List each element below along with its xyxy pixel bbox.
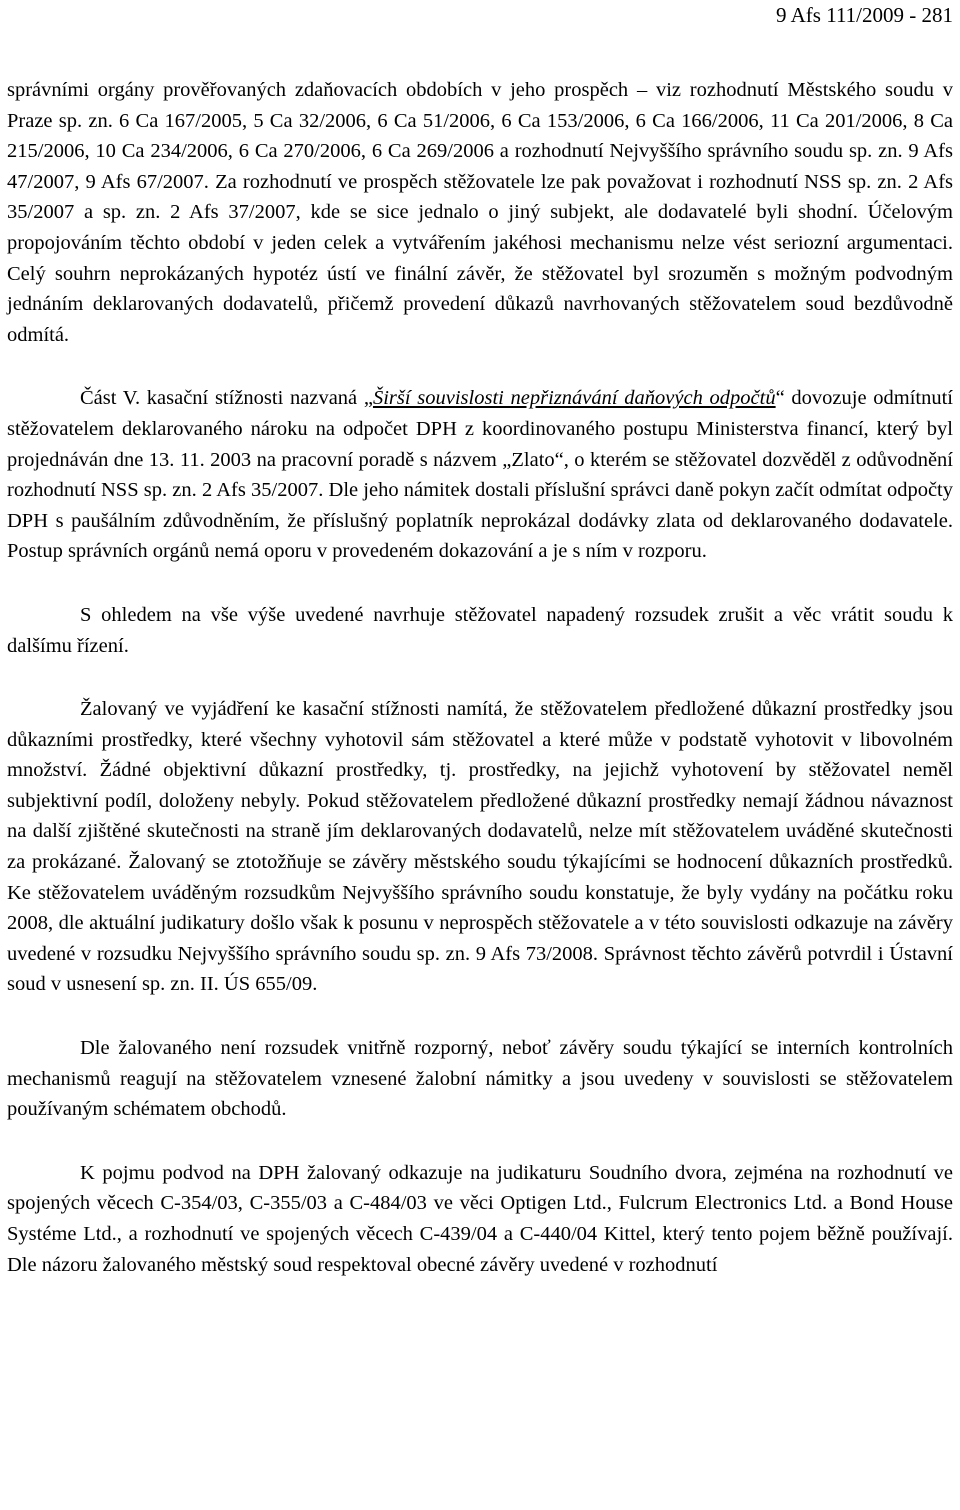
paragraph-6: K pojmu podvod na DPH žalovaný odkazuje na judikaturu Soudního dvora, zejména na rozhodnutí ve spojených věcech C-354/03, C-355/03 a C-484/03 ve věci Optigen Ltd., Fulcrum Electronics Ltd. a Bond House Systéme Ltd., a rozhodnutí ve spojených věcech C-439/04 a C-440/04 Kittel, který tento pojem běžně používají. Dle názoru žalovaného městský soud respektoval obecné závěry uvedené v rozhodnutí bbox=[7, 1161, 953, 1276]
paragraph-gap bbox=[7, 350, 953, 383]
paragraph-gap bbox=[7, 1000, 953, 1033]
paragraph-3: S ohledem na vše výše uvedené navrhuje stěžovatel napadený rozsudek zrušit a věc vrátit soudu k dalšímu řízení. bbox=[7, 603, 953, 657]
paragraph-4: Žalovaný ve vyjádření ke kasační stížnosti namítá, že stěžovatelem předložené důkazní prostředky jsou důkazními prostředky, které všechny vyhotovil sám stěžovatel a které může v podstatě vyhotovit v libovolném množství. Žádné objektivní důkazní prostředky, tj. prostředky, na jejichž vyhotovení by stěžovatel neměl subjektivní podíl, doloženy nebyly. Pokud stěžovatelem předložené důkazní prostředky nemají žádnou návaznost na další zjištěné skutečnosti na straně jím deklarovaných dodavatelů, nelze mít stěžovatelem uváděné skutečnosti za prokázané. Žalovaný se ztotožňuje se závěry městského soudu týkajícími se hodnocení důkazních prostředků. Ke stěžovatelem uváděným rozsudkům Nejvyššího správního soudu konstatuje, že byly vydány na počátku roku 2008, dle aktuální judikatury došlo však k posunu v neprospěch stěžovatele a v této souvislosti odkazuje na závěry uvedené v rozsudku Nejvyššího správního soudu sp. zn. 9 Afs 73/2008. Správnost těchto závěrů potvrdil i Ústavní soud v usnesení sp. zn. II. ÚS 655/09. bbox=[7, 698, 953, 996]
paragraph-gap bbox=[7, 567, 953, 600]
paragraph-5: Dle žalovaného není rozsudek vnitřně rozporný, neboť závěry soudu týkající se interních kontrolních mechanismů reagují na stěžovatelem vznesené žalobní námitky a jsou uvedeny v souvislosti se stěžovatelem používaným schématem obchodů. bbox=[7, 1037, 953, 1121]
paragraph-2 bbox=[7, 383, 953, 567]
paragraph-gap bbox=[7, 661, 953, 694]
paragraph-2-lead: Část V. kasační stížnosti nazvaná „ bbox=[80, 387, 373, 410]
paragraph-1: správními orgány prověřovaných zdaňovacích obdobích v jeho prospěch – viz rozhodnutí Městského soudu v Praze sp. zn. 6 Ca 167/2005, 5 Ca 32/2006, 6 Ca 51/2006, 6 Ca 153/2006, 6 Ca 166/2006, 11 Ca 201/2006, 8 Ca 215/2006, 10 Ca 234/2006, 6 Ca 270/2006, 6 Ca 269/2006 a rozhodnutí Nejvyššího správního soudu sp. zn. 9 Afs 47/2007, 9 Afs 67/2007. Za rozhodnutí ve prospěch stěžovatele lze pak považovat i rozhodnutí NSS sp. zn. 2 Afs 35/2007 a sp. zn. 2 Afs 37/2007, kde se sice jednalo o jiný subjekt, ale dodavatelé byli shodní. Účelovým propojováním těchto období v jeden celek a vytvářením jakéhosi mechanismu nelze vést seriozní argumentaci. Celý souhrn neprokázaných hypotéz ústí ve finální závěr, že stěžovatel byl srozuměn s možným podvodným jednáním deklarovaných dodavatelů, přičemž provedení důkazů navrhovaných stěžovatelem soud bezdůvodně odmítá. bbox=[7, 79, 953, 346]
paragraph-gap bbox=[7, 1125, 953, 1158]
paragraph-2-title: Širší souvislosti nepřiznávání daňových odpočtů bbox=[372, 387, 776, 410]
case-number-header: 9 Afs 111/2009 - 281 bbox=[776, 3, 953, 27]
paragraph-2-rest: “ dovozuje odmítnutí stěžovatelem deklarovaného nároku na odpočet DPH z koordinovaného postupu Ministerstva financí, který byl projednáván dne 13. 11. 2003 na pracovní poradě s názvem „Zlato“, o kterém se stěžovatel dozvěděl z odůvodnění rozhodnutí NSS sp. zn. 2 Afs 35/2007. Dle jeho námitek dostali příslušní správci daně pokyn začít odmítat odpočty DPH s paušálním zdůvodněním, že příslušný poplatník neprokázal dodávky zlata od deklarovaného dodavatele. Postup správních orgánů nemá oporu v provedeném dokazování a je s ním v rozporu. bbox=[7, 387, 953, 563]
